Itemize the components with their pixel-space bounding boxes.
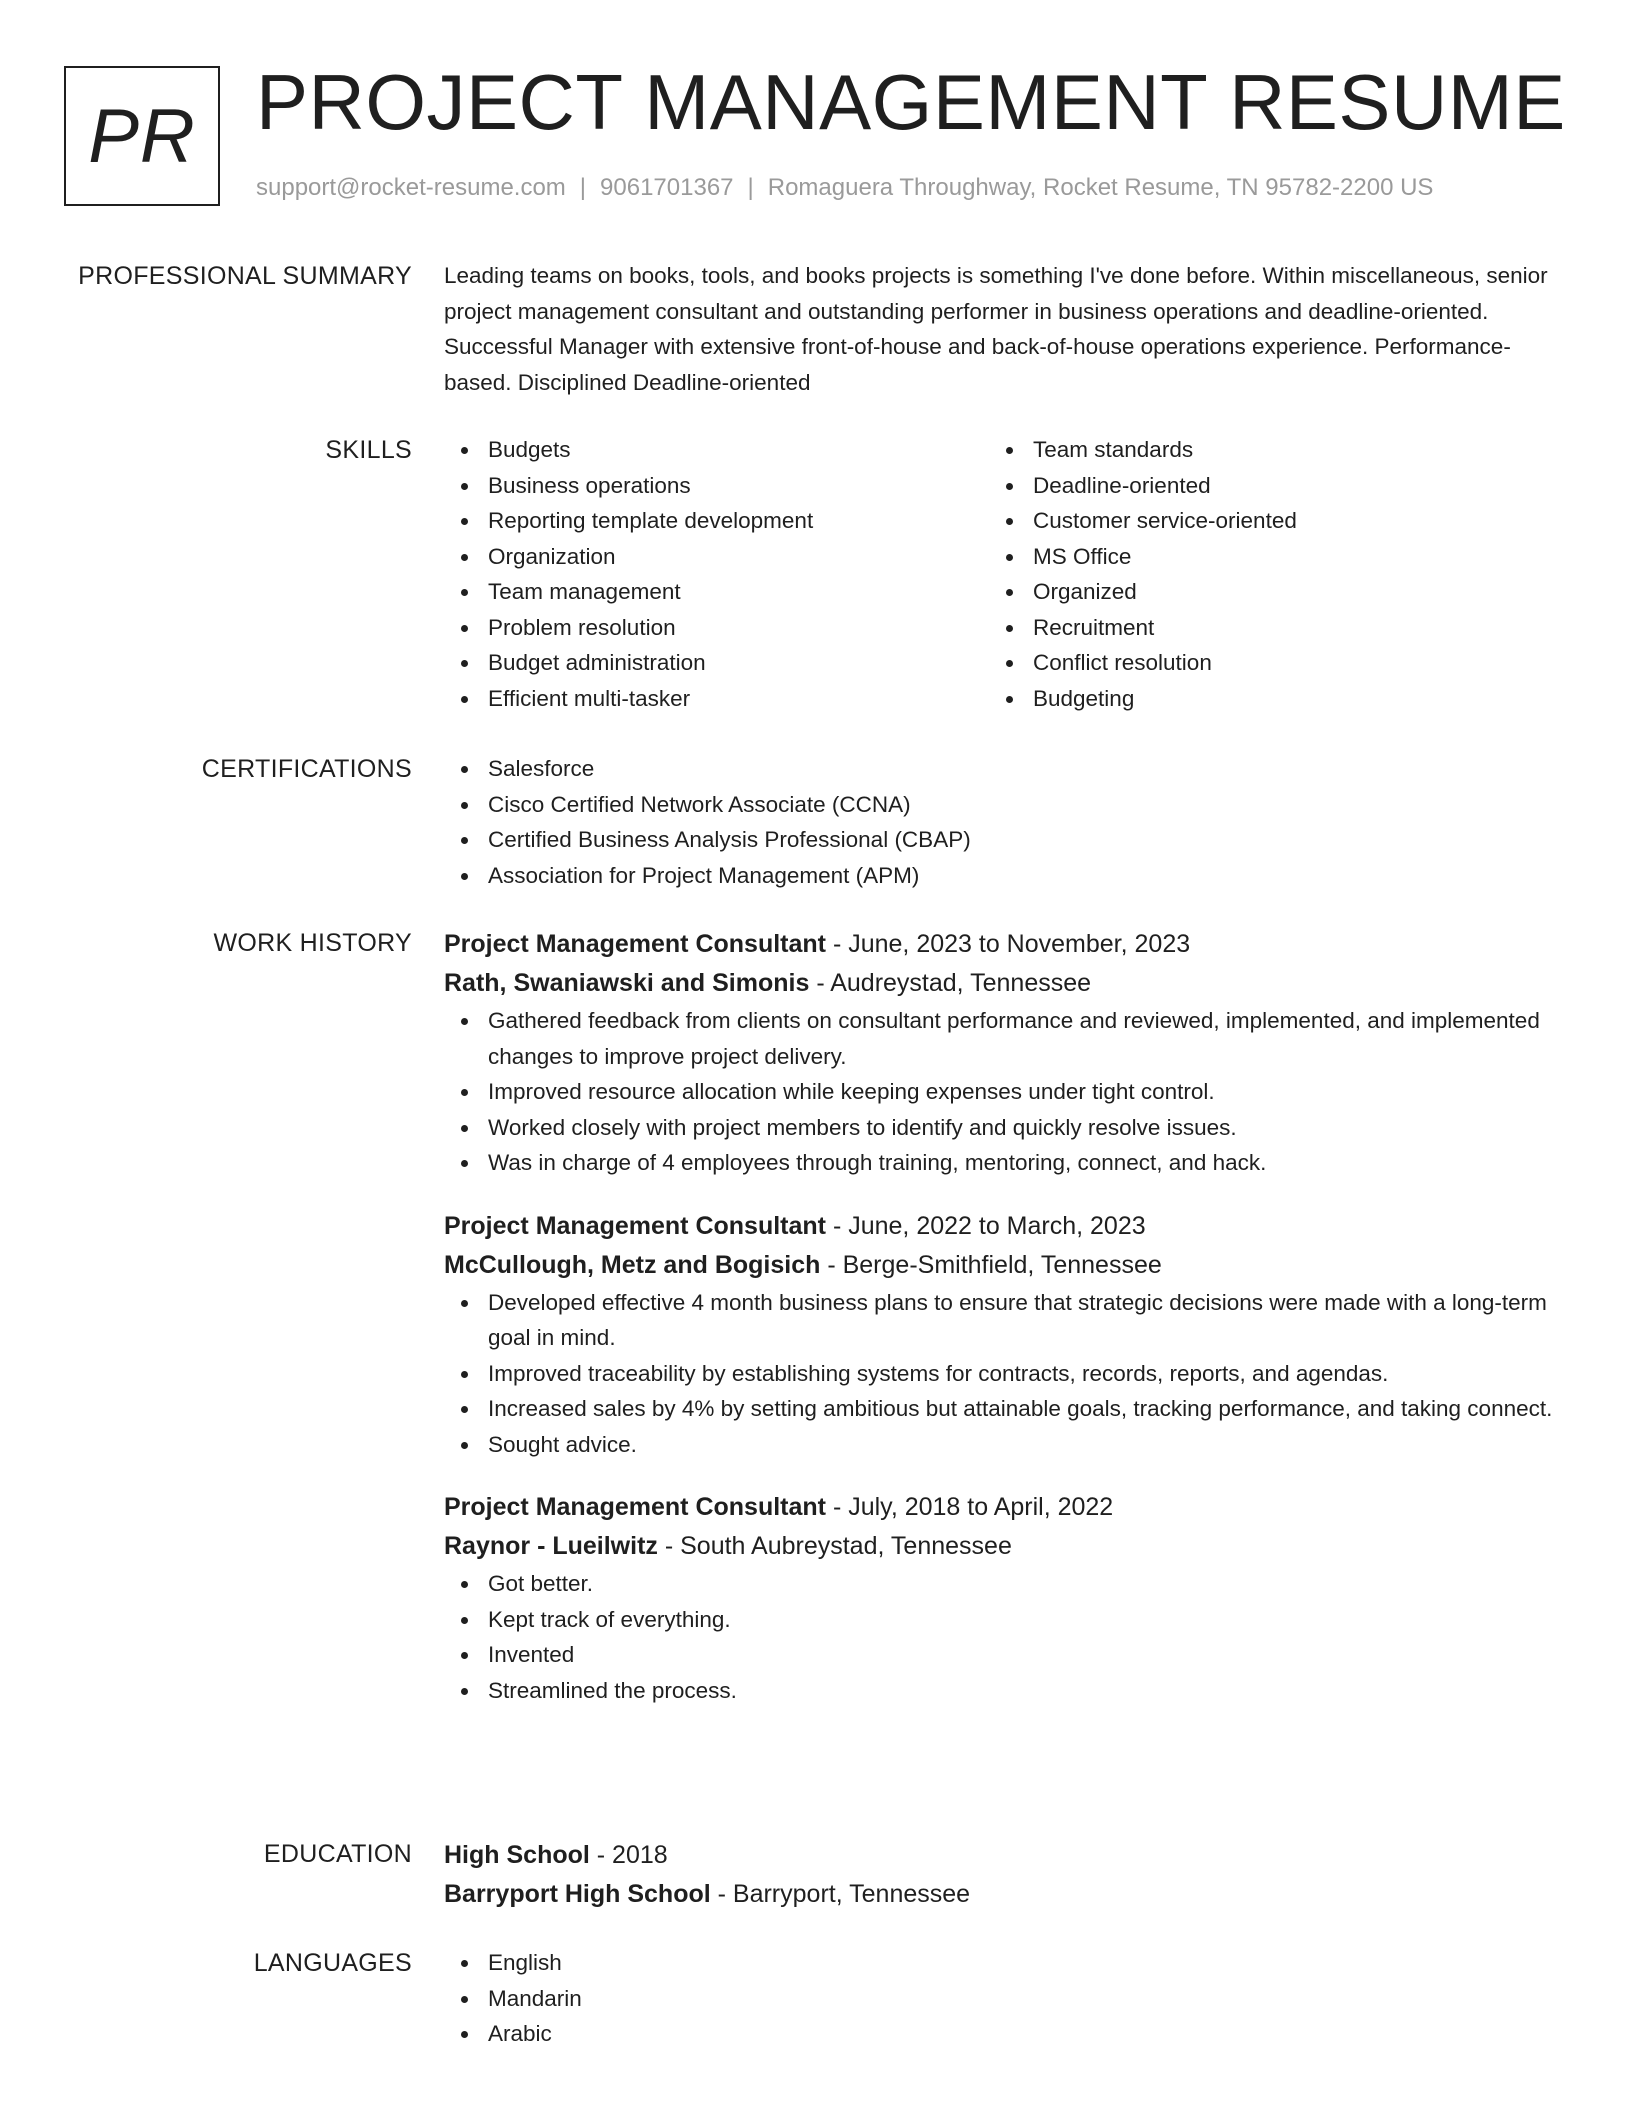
skills-list-left [444,432,989,716]
job-company-line [444,1246,1564,1285]
language-item: Arabic [444,2016,1564,2052]
job-bullet: Invented [444,1637,1564,1673]
job-entry [444,925,1564,1181]
job-location: - Audreystad, Tennessee [809,969,1092,997]
job-entry [444,1207,1564,1463]
summary-body [444,258,1564,400]
job-bullet: Was in charge of 4 employees through training, mentoring, connect, and hack. [444,1145,1564,1181]
skill-item: Budgeting [989,681,1534,717]
skill-item: Budget administration [444,645,989,681]
education-location: - Barryport, Tennessee [710,1880,971,1908]
languages-list [444,1945,1564,2052]
skill-item: Organization [444,539,989,575]
contact-separator: | [747,174,754,201]
monogram: PR [64,66,220,206]
job-title-line [444,1488,1564,1527]
job-bullet: Developed effective 4 month business plans to ensure that strategic decisions were made with a long-term goal in mind. [444,1285,1564,1356]
job-bullet: Streamlined the process. [444,1673,1564,1709]
certification-item: Certified Business Analysis Professional (CBAP) [444,822,1564,858]
education-degree: High School [444,1841,590,1869]
job-bullet: Got better. [444,1566,1564,1602]
language-item: English [444,1945,1564,1981]
certifications-body [444,751,1564,893]
job-location: - South Aubreystad, Tennessee [657,1532,1012,1560]
skills-body [444,432,1564,716]
job-bullet-list [444,1003,1564,1181]
skill-item: Problem resolution [444,610,989,646]
section-label-work-history: WORK HISTORY [213,929,412,957]
work-history-body [444,925,1564,1734]
certifications-list [444,751,1564,893]
job-bullet-list [444,1566,1564,1708]
section-label-certifications: CERTIFICATIONS [201,755,412,783]
job-title: Project Management Consultant [444,930,826,958]
job-bullet-list [444,1285,1564,1463]
job-title-line [444,1207,1564,1246]
skill-item: Efficient multi-tasker [444,681,989,717]
job-bullet: Increased sales by 4% by setting ambitious but attainable goals, tracking performance, and taking connect. [444,1391,1564,1427]
section-label-skills: SKILLS [325,436,412,464]
certification-item: Association for Project Management (APM) [444,858,1564,894]
section-label-summary: PROFESSIONAL SUMMARY [78,262,412,290]
job-dates: - July, 2018 to April, 2022 [826,1493,1114,1521]
skill-item: Customer service-oriented [989,503,1534,539]
education-year: - 2018 [589,1841,668,1869]
job-title: Project Management Consultant [444,1211,826,1240]
education-body [444,1836,1564,1914]
education-school-line [444,1875,1564,1914]
job-company: McCullough, Metz and Bogisich [444,1250,821,1279]
summary-text: Leading teams on books, tools, and books projects is something I've done before. Within miscellaneous, senior project management consultant and outstanding performer in business operations and deadline-oriented. Successful Manager with extensive front-of-house and back-of-house operations experience. Performance-based. Disciplined Deadline-oriented [444,263,1548,395]
job-dates: - June, 2023 to November, 2023 [826,930,1191,958]
job-location: - Berge-Smithfield, Tennessee [820,1250,1162,1279]
job-bullet: Kept track of everything. [444,1602,1564,1638]
certification-item: Cisco Certified Network Associate (CCNA) [444,787,1564,823]
job-title: Project Management Consultant [444,1493,826,1521]
job-bullet: Worked closely with project members to identify and quickly resolve issues. [444,1110,1564,1146]
phone-text: 9061701367 [600,174,734,201]
language-item: Mandarin [444,1981,1564,2017]
job-bullet: Sought advice. [444,1427,1564,1463]
job-company: Rath, Swaniawski and Simonis [444,969,810,997]
skill-item: Team management [444,574,989,610]
skills-list-right [989,432,1534,716]
section-label-languages: LANGUAGES [253,1949,412,1977]
skill-item: MS Office [989,539,1534,575]
job-bullet: Improved traceability by establishing systems for contracts, records, reports, and agendas. [444,1356,1564,1392]
job-dates: - June, 2022 to March, 2023 [826,1211,1146,1240]
skill-item: Recruitment [989,610,1534,646]
contact-line [256,172,1433,204]
skill-item: Reporting template development [444,503,989,539]
skill-item: Business operations [444,468,989,504]
contact-separator: | [579,174,587,201]
skill-item: Budgets [444,432,989,468]
job-company-line [444,1527,1564,1566]
job-entry [444,1488,1564,1708]
page-title: PROJECT MANAGEMENT RESUME [256,58,1566,146]
education-degree-line [444,1836,1564,1875]
job-title-line [444,925,1564,964]
email-text: support@rocket-resume.com [256,174,566,201]
job-company-line [444,964,1564,1003]
skill-item: Deadline-oriented [989,468,1534,504]
job-company: Raynor - Lueilwitz [444,1532,658,1560]
skill-item: Conflict resolution [989,645,1534,681]
section-label-education: EDUCATION [263,1840,412,1868]
skill-item: Team standards [989,432,1534,468]
education-school: Barryport High School [444,1880,711,1908]
job-bullet: Improved resource allocation while keeping expenses under tight control. [444,1074,1564,1110]
languages-body [444,1945,1564,2052]
job-bullet: Gathered feedback from clients on consultant performance and reviewed, implemented, and implemented changes to improve project delivery. [444,1003,1564,1074]
skill-item: Organized [989,574,1534,610]
address-text: Romaguera Throughway, Rocket Resume, TN 95782-2200 US [767,174,1434,201]
certification-item: Salesforce [444,751,1564,787]
